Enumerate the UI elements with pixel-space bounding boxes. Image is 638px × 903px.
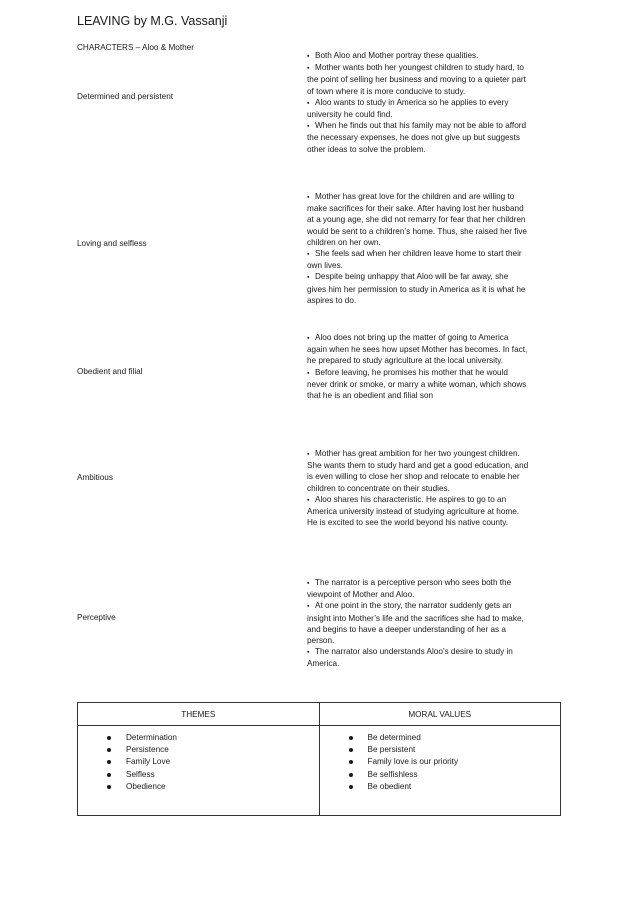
- trait-point: ▪ Mother has great ambition for her two youngest children. She wants them to study hard and get a good education, and is even willing to close her shop and relocate to enable her children to concentrate on their studies.: [307, 449, 529, 493]
- bullet-icon: ▪: [307, 65, 310, 73]
- moral-values-list: [321, 732, 560, 793]
- trait-description-obedient: [307, 332, 529, 401]
- trait-label-ambitious: Ambitious: [77, 473, 113, 482]
- trait-point: ▪ The narrator is a perceptive person who sees both the viewpoint of Mother and Aloo.: [307, 578, 512, 600]
- trait-point: ▪ When he finds out that his family may not be able to afford the necessary expenses, he does not give up but suggests other ideas to solve the problem.: [307, 121, 527, 154]
- themes-values-table: [77, 702, 561, 816]
- list-item: Family love is our priority: [321, 756, 560, 768]
- bullet-icon: ▪: [307, 603, 310, 611]
- trait-description-determined: [307, 50, 529, 155]
- trait-point: ▪ Despite being unhappy that Aloo will be far away, she gives him her permission to study in America as it is what he aspires to do.: [307, 272, 526, 305]
- bullet-icon: ▪: [307, 335, 310, 342]
- list-item: Selfless: [79, 769, 318, 781]
- list-item: Determination: [79, 732, 318, 744]
- bullet-icon: ▪: [307, 194, 310, 201]
- trait-point: ▪ The narrator also understands Aloo’s desire to study in America.: [307, 647, 513, 669]
- list-item: Family Love: [79, 756, 318, 768]
- bullet-icon: ▪: [307, 649, 310, 657]
- trait-description-perceptive: [307, 577, 529, 670]
- moral-values-header: MORAL VALUES: [319, 703, 561, 726]
- trait-point: ▪ Aloo does not bring up the matter of going to America again when he sees how upset Mother has becomes. In fact, he prepared to study agriculture at the local university.: [307, 333, 528, 366]
- bullet-icon: ▪: [307, 451, 310, 458]
- trait-description-loving: [307, 191, 529, 306]
- trait-point: ▪ Mother has great love for the children and are willing to make sacrifices for their sake. After having lost her husband at a young age, she did not remarry for fear that her children would be sent to a children’s home. Thus, she raised her five children on her own.: [307, 192, 527, 247]
- trait-point: ▪ Mother wants both her youngest children to study hard, to the point of selling her business and moving to a quieter part of town where it is more conducive to study.: [307, 63, 526, 96]
- trait-label-loving: Loving and selfless: [77, 239, 147, 248]
- bullet-icon: ▪: [307, 99, 310, 107]
- trait-label-obedient: Obedient and filial: [77, 367, 143, 376]
- bullet-icon: ▪: [307, 369, 310, 377]
- bullet-icon: ▪: [307, 580, 310, 587]
- trait-label-perceptive: Perceptive: [77, 613, 116, 622]
- themes-list: [79, 732, 318, 793]
- trait-point: ▪ She feels sad when her children leave home to start their own lives.: [307, 249, 522, 271]
- document-title: LEAVING by M.G. Vassanji: [77, 14, 228, 28]
- bullet-icon: ▪: [307, 123, 310, 131]
- list-item: Be selfishless: [321, 769, 560, 781]
- list-item: Persistence: [79, 744, 318, 756]
- trait-point: ▪ Before leaving, he promises his mother that he would never drink or smoke, or marry a white woman, which shows that he is an obedient and filial son: [307, 367, 527, 401]
- bullet-icon: ▪: [307, 496, 310, 504]
- themes-header: THEMES: [78, 703, 320, 726]
- characters-heading: CHARACTERS – Aloo & Mother: [77, 43, 194, 52]
- list-item: Be obedient: [321, 781, 560, 793]
- trait-description-ambitious: [307, 448, 529, 528]
- list-item: Be persistent: [321, 744, 560, 756]
- trait-label-determined: Determined and persistent: [77, 92, 174, 101]
- trait-point: ▪ Aloo shares his characteristic. He aspires to go to an America university instead of studying agriculture at home. He is excited to see the world beyond his native county.: [307, 494, 520, 528]
- themes-cell: [78, 726, 320, 816]
- bullet-icon: ▪: [307, 53, 310, 60]
- bullet-icon: ▪: [307, 251, 310, 259]
- trait-point: ▪ Both Aloo and Mother portray these qualities.: [307, 50, 529, 62]
- list-item: Obedience: [79, 781, 318, 793]
- bullet-icon: ▪: [307, 274, 310, 282]
- trait-point: ▪ Aloo wants to study in America so he applies to every university he could find.: [307, 97, 509, 120]
- trait-point: ▪ At one point in the story, the narrator suddenly gets an insight into Mother’s life and the sacrifices she had to make, and begins to have a deeper understanding of her as a person.: [307, 601, 524, 646]
- moral-values-cell: [319, 726, 561, 816]
- list-item: Be determined: [321, 732, 560, 744]
